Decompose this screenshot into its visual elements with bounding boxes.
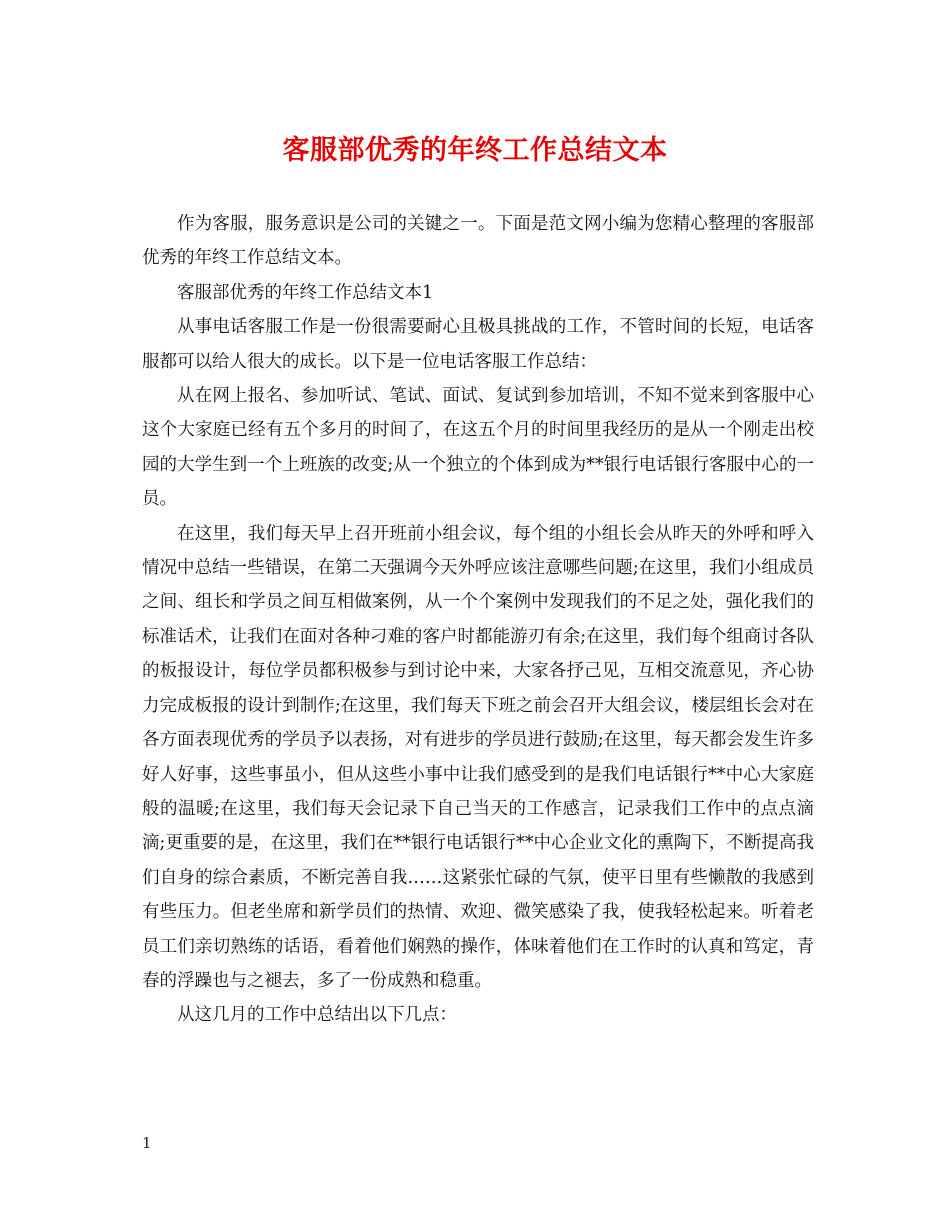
paragraph-intro: 作为客服，服务意识是公司的关键之一。下面是范文网小编为您精心整理的客服部优秀的年终工作总结文本。 [142,214,814,269]
page-number: 1 [142,1134,152,1152]
document-body [142,207,814,1033]
document-title: 客服部优秀的年终工作总结文本 [282,135,668,166]
paragraph-daily-work: 在这里，我们每天早上召开班前小组会议，每个组的小组长会从昨天的外呼和呼入情况中总结一些错误，在第二天强调今天外呼应该注意哪些问题;在这里，我们小组成员之间、组长和学员之间互相做案例，从一个个案例中发现我们的不足之处，强化我们的标准话术，让我们在面对各种刁难的客户时都能游刃有余;在这里，我们每个组商讨各队的板报设计，每位学员都积极参与到讨论中来，大家各抒己见，互相交流意见，齐心协力完成板报的设计到制作;在这里，我们每天下班之前会召开大组会议，楼层组长会对在各方面表现优秀的学员予以表扬，对有进步的学员进行鼓励;在这里，每天都会发生许多好人好事，这些事虽小，但从这些小事中让我们感受到的是我们电话银行**中心大家庭般的温暖;在这里，我们每天会记录下自己当天的工作感言，记录我们工作中的点点滴滴;更重要的是，在这里，我们在**银行电话银行**中心企业文化的熏陶下，不断提高我们自身的综合素质，不断完善自我……这紧张忙碌的气氛，使平日里有些懒散的我感到有些压力。但老坐席和新学员们的热情、欢迎、微笑感染了我，使我轻松起来。听着老员工们亲切熟练的话语，看着他们娴熟的操作，体味着他们在工作时的认真和笃定，青春的浮躁也与之褪去，多了一份成熟和稳重。 [142,523,814,991]
paragraph-overview: 从事电话客服工作是一份很需要耐心且极具挑战的工作，不管时间的长短，电话客服都可以给人很大的成长。以下是一位电话客服工作总结： [142,317,814,372]
paragraph-experience: 从在网上报名、参加听试、笔试、面试、复试到参加培训，不知不觉来到客服中心这个大家庭已经有五个多月的时间了，在这五个月的时间里我经历的是从一个刚走出校园的大学生到一个上班族的改变;从一个独立的个体到成为**银行电话银行客服中心的一员。 [142,386,814,510]
paragraph-summary-lead: 从这几月的工作中总结出以下几点： [177,1005,457,1026]
paragraph-section-heading: 客服部优秀的年终工作总结文本1 [177,282,434,303]
